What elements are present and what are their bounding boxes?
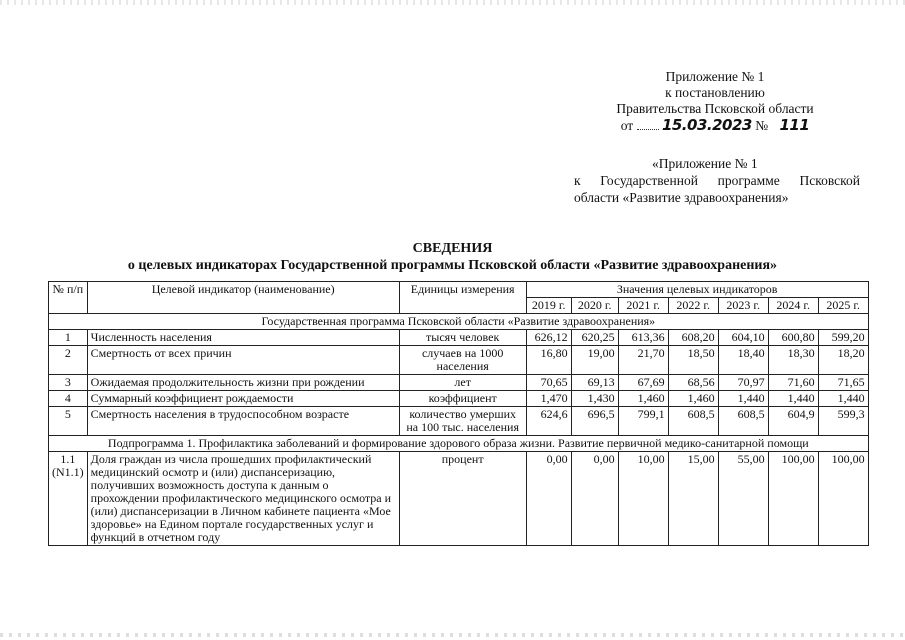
row-value: 71,60 [768, 375, 818, 391]
row-num: 1 [49, 330, 88, 346]
header-year: 2022 г. [668, 298, 718, 314]
header-year: 2025 г. [818, 298, 868, 314]
row-unit: коэффициент [399, 391, 526, 407]
scan-edge-top [0, 0, 905, 5]
row-value: 620,25 [571, 330, 618, 346]
header-year: 2023 г. [718, 298, 768, 314]
quote-block [574, 155, 860, 206]
section-program: Государственная программа Псковской области «Развитие здравоохранения» [49, 314, 869, 330]
row-value: 599,3 [818, 407, 868, 436]
table-row [49, 346, 869, 375]
row-value: 69,13 [571, 375, 618, 391]
row-indicator: Суммарный коэффициент рождаемости [87, 391, 399, 407]
row-value: 613,36 [618, 330, 668, 346]
row-indicator: Смертность от всех причин [87, 346, 399, 375]
appendix-line-1: Приложение № 1 [665, 69, 765, 84]
header-indicator: Целевой индикатор (наименование) [87, 282, 399, 314]
row-value: 16,80 [526, 346, 571, 375]
row-indicator: Численность населения [87, 330, 399, 346]
heading-subtitle: о целевых индикаторах Государственной программы Псковской области «Развитие здравоохранения» [127, 258, 778, 273]
row-unit: процент [399, 452, 526, 546]
row-value: 604,10 [718, 330, 768, 346]
appendix-line-2: к постановлению [665, 85, 765, 100]
row-value: 18,40 [718, 346, 768, 375]
row-value: 0,00 [526, 452, 571, 546]
heading-title: СВЕДЕНИЯ [412, 241, 493, 256]
row-indicator: Смертность населения в трудоспособном возрасте [87, 407, 399, 436]
row-value: 21,70 [618, 346, 668, 375]
row-num: 5 [49, 407, 88, 436]
row-value: 599,20 [818, 330, 868, 346]
row-value: 1,440 [718, 391, 768, 407]
row-num: 2 [49, 346, 88, 375]
table-row [49, 375, 869, 391]
row-value: 1,430 [571, 391, 618, 407]
row-value: 624,6 [526, 407, 571, 436]
row-value: 68,56 [668, 375, 718, 391]
row-value: 55,00 [718, 452, 768, 546]
header-year: 2024 г. [768, 298, 818, 314]
header-unit: Единицы измерения [399, 282, 526, 314]
row-value: 18,30 [768, 346, 818, 375]
row-num: 4 [49, 391, 88, 407]
row-value: 799,1 [618, 407, 668, 436]
row-value: 18,20 [818, 346, 868, 375]
section-subprogram-1: Подпрограмма 1. Профилактика заболеваний и формирование здорового образа жизни. Развитие первичной медико-санитарной помощи [49, 436, 869, 452]
row-value: 608,20 [668, 330, 718, 346]
appendix-block [600, 69, 830, 134]
row-indicator: Ожидаемая продолжительность жизни при рождении [87, 375, 399, 391]
row-unit: тысяч человек [399, 330, 526, 346]
row-value: 600,80 [768, 330, 818, 346]
row-unit: случаев на 1000 населения [399, 346, 526, 375]
handwritten-date: 15.03.2023 [661, 116, 752, 134]
quote-line-1: «Приложение № 1 [652, 156, 758, 171]
row-value: 10,00 [618, 452, 668, 546]
appendix-date-line [621, 117, 810, 134]
table-row [49, 407, 869, 436]
row-value: 608,5 [718, 407, 768, 436]
scan-edge-bottom [0, 633, 905, 637]
document-heading [0, 240, 905, 274]
row-value: 67,69 [618, 375, 668, 391]
row-value: 100,00 [768, 452, 818, 546]
row-value: 18,50 [668, 346, 718, 375]
row-value: 1,440 [768, 391, 818, 407]
row-unit: количество умерших на 100 тыс. населения [399, 407, 526, 436]
row-value: 626,12 [526, 330, 571, 346]
quote-line-2: к Государственной программе Псковской [574, 173, 860, 188]
row-value: 70,97 [718, 375, 768, 391]
row-value: 1,470 [526, 391, 571, 407]
header-num: № п/п [49, 282, 88, 314]
header-year: 2019 г. [526, 298, 571, 314]
row-value: 100,00 [818, 452, 868, 546]
header-year: 2021 г. [618, 298, 668, 314]
row-indicator: Доля граждан из числа прошедших профилактический медицинский осмотр и (или) диспансеризацию, получивших возможность доступа к данным о прохождении профилактического медицинского осмотра и (или) диспансеризации в Личном кабинете пациента «Мое здоровье» на Едином портале государственных услуг и функций в отчетном году [87, 452, 399, 546]
row-num: 1.1 (N1.1) [49, 452, 88, 546]
row-value: 15,00 [668, 452, 718, 546]
table-row [49, 330, 869, 346]
row-value: 1,460 [668, 391, 718, 407]
header-year: 2020 г. [571, 298, 618, 314]
row-value: 604,9 [768, 407, 818, 436]
from-label: от [620, 118, 634, 133]
table-row [49, 391, 869, 407]
row-value: 0,00 [571, 452, 618, 546]
number-label: № [755, 118, 769, 133]
indicators-table [48, 281, 869, 546]
handwritten-number: 111 [779, 116, 810, 134]
row-unit: лет [399, 375, 526, 391]
row-value: 1,460 [618, 391, 668, 407]
row-value: 696,5 [571, 407, 618, 436]
header-values: Значения целевых индикаторов [526, 282, 868, 298]
appendix-line-3: Правительства Псковской области [616, 101, 814, 116]
row-value: 71,65 [818, 375, 868, 391]
row-num: 3 [49, 375, 88, 391]
row-value: 1,440 [818, 391, 868, 407]
date-dots [637, 129, 659, 130]
row-value: 608,5 [668, 407, 718, 436]
quote-line-3: области «Развитие здравоохранения» [574, 190, 789, 205]
row-value: 70,65 [526, 375, 571, 391]
row-value: 19,00 [571, 346, 618, 375]
table-row [49, 452, 869, 546]
